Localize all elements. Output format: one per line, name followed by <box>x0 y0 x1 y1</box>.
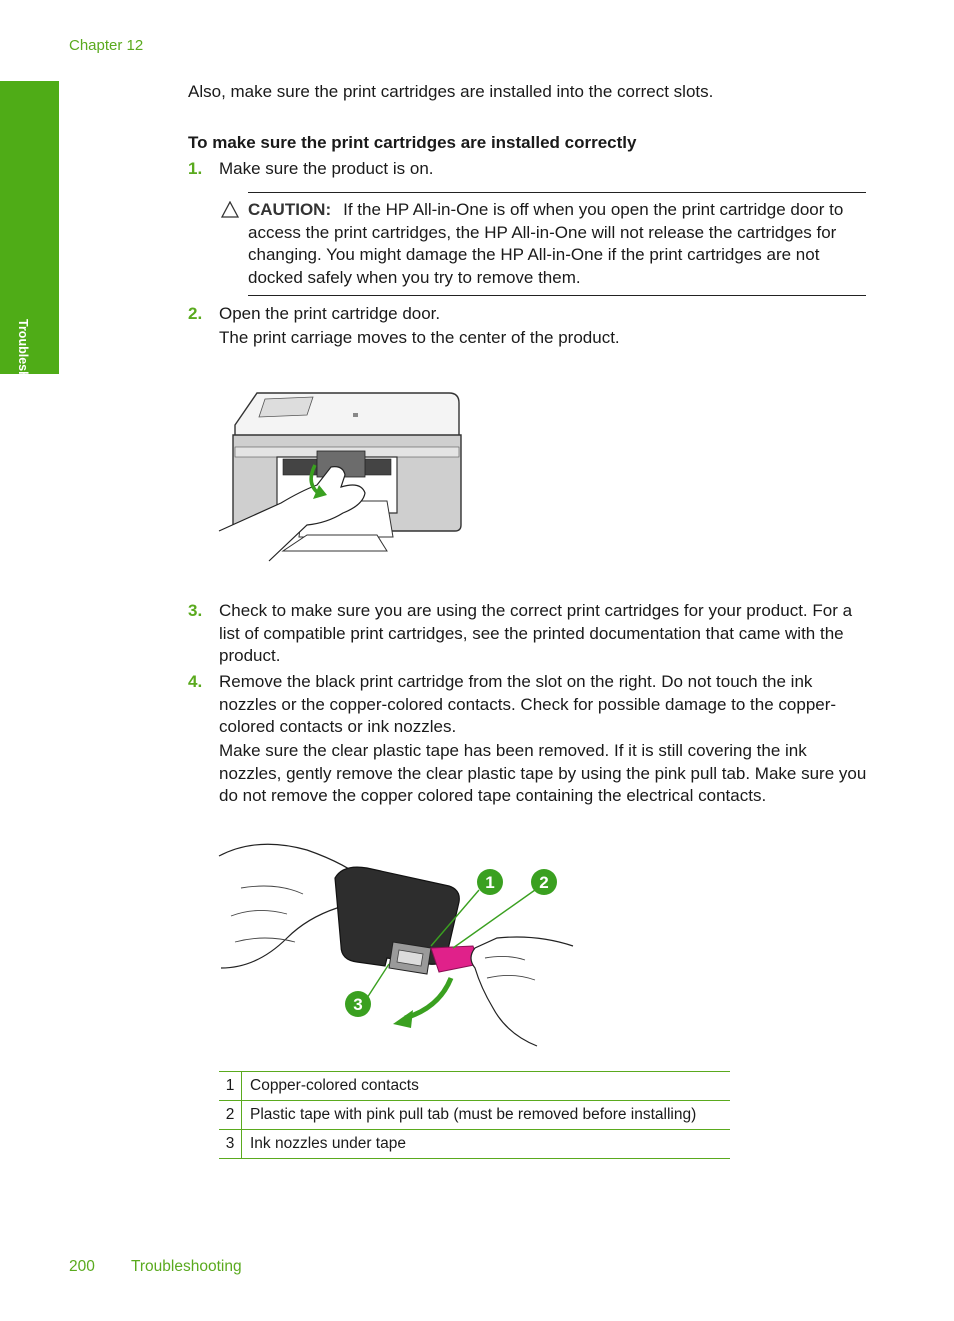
caution-text: If the HP All-in-One is off when you open the print cartridge door to access the print cartridges, the HP All-in-One will not release the cartridges for changing. You might damage the HP All-in-One if the print cartridges are not docked safely when you try to remove them. <box>248 200 844 287</box>
legend-number: 1 <box>219 1072 242 1101</box>
procedure-title: To make sure the print cartridges are installed correctly <box>188 133 637 152</box>
step-subtext: Make sure the clear plastic tape has been removed. If it is still covering the ink nozzles, gently remove the clear plastic tape by using the pink pull tab. Make sure you do not remove the copper colored tape containing the electrical contacts. <box>219 741 867 805</box>
step-subtext: The print carriage moves to the center of the product. <box>219 328 620 347</box>
callout-legend-table <box>219 1071 730 1159</box>
step-text: Remove the black print cartridge from the slot on the right. Do not touch the ink nozzles or the copper-colored contacts. Check for possible damage to the copper-colored contacts or ink nozzles. <box>219 672 837 736</box>
intro-paragraph: Also, make sure the print cartridges are installed into the correct slots. <box>188 82 714 101</box>
legend-text: Copper-colored contacts <box>242 1072 731 1101</box>
legend-number: 2 <box>219 1101 242 1130</box>
caution-body <box>248 199 866 289</box>
side-tab <box>0 81 59 417</box>
chapter-header: Chapter 12 <box>69 37 144 54</box>
step-text: Check to make sure you are using the correct print cartridges for your product. For a list of compatible print cartridges, see the printed documentation that came with the product. <box>219 601 853 665</box>
page-number: 200 <box>69 1258 95 1275</box>
footer-section: Troubleshooting <box>131 1258 242 1275</box>
caution-triangle-icon <box>221 201 239 218</box>
side-tab-label: Troubleshooting <box>16 319 30 417</box>
table-row <box>219 1130 730 1159</box>
callout-label: 2 <box>539 873 549 892</box>
callout-label: 3 <box>353 995 363 1014</box>
step-text: Make sure the product is on. <box>219 159 434 178</box>
legend-number: 3 <box>219 1130 242 1159</box>
table-row <box>219 1101 730 1130</box>
cartridge-removal-illustration <box>217 838 577 1054</box>
caution-label: CAUTION: <box>248 200 332 219</box>
printer-door-illustration <box>217 385 465 565</box>
step-number: 4. <box>188 672 203 691</box>
legend-text: Plastic tape with pink pull tab (must be removed before installing) <box>242 1101 731 1130</box>
caution-note <box>248 192 866 296</box>
step-number: 1. <box>188 159 203 178</box>
step-text: Open the print cartridge door. <box>219 304 441 323</box>
step-number: 3. <box>188 601 203 620</box>
callout-label: 1 <box>485 873 495 892</box>
legend-text: Ink nozzles under tape <box>242 1130 731 1159</box>
table-row <box>219 1072 730 1101</box>
step-number: 2. <box>188 304 203 323</box>
